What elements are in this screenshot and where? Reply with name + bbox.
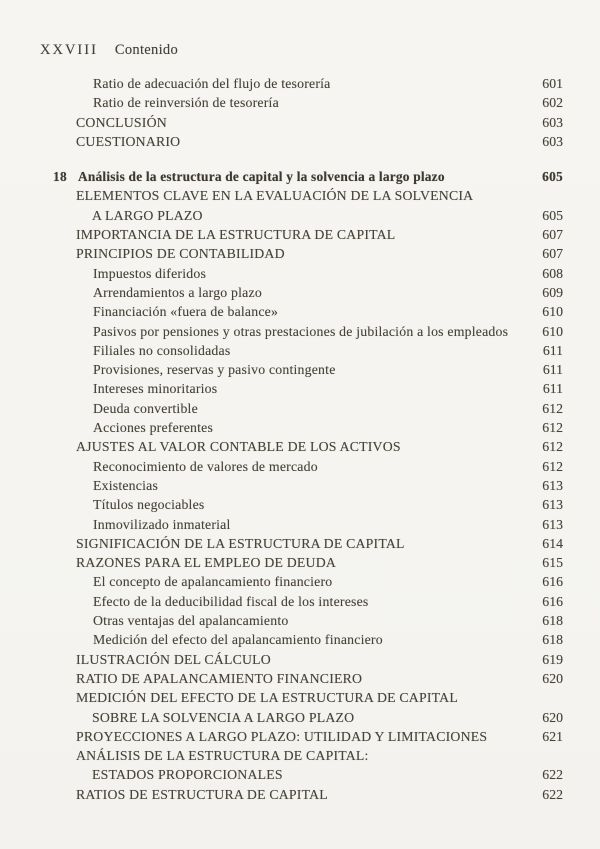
toc-entry [0,225,600,244]
page-folio: XXVIII [40,42,98,58]
toc-entry-title: ILUSTRACIÓN DEL CÁLCULO [76,651,271,667]
toc-entry-title: Efecto de la deducibilidad fiscal de los intereses [93,593,369,609]
toc-entry-title: Ratio de adecuación del flujo de tesorería [93,76,331,91]
toc-entry-page: 615 [542,555,563,571]
toc-entry-page: 614 [542,535,563,551]
toc-entry-page: 611 [542,342,563,358]
toc-entry [0,457,600,476]
toc-entry-title: Ratio de reinversión de tesorería [93,95,279,111]
running-header [40,42,178,59]
toc-entry [0,495,600,514]
toc-entry [0,765,600,784]
toc-entry-title: Inmovilizado inmaterial [93,516,231,532]
toc-entry [0,379,600,398]
toc-entry [0,341,600,360]
toc-entry-title: SOBRE LA SOLVENCIA A LARGO PLAZO [92,709,355,725]
toc-entry-title: PROYECCIONES A LARGO PLAZO: UTILIDAD Y LIMITACIONES [76,728,488,744]
toc-entry-page: 607 [542,227,563,243]
toc-entry [0,93,600,112]
header-title: Contenido [114,42,179,58]
toc-entry [0,572,600,591]
toc-entry-page: 603 [542,133,563,149]
toc-entry [0,785,600,804]
toc-entry [0,650,600,669]
toc-entry-page: 610 [542,323,563,339]
toc-entry [0,669,600,688]
toc-entry-title: Medición del efecto del apalancamiento financiero [93,632,383,648]
toc-entry-title: Intereses minoritarios [93,381,218,397]
toc-entry-page: 610 [542,304,563,320]
toc-entry [0,302,600,321]
toc-entry-page: 608 [542,265,563,281]
toc-entry-page: 611 [542,381,563,397]
toc-entry-page: 622 [542,786,563,802]
toc-entry [0,727,600,746]
toc-entry-page: 609 [542,284,563,300]
toc-entry [0,746,600,765]
toc-entry [0,264,600,283]
toc-entry [0,74,600,93]
toc-entry [0,399,600,418]
table-of-contents [0,74,600,804]
toc-entry-page: 601 [542,76,563,91]
toc-entry-title: AJUSTES AL VALOR CONTABLE DE LOS ACTIVOS [76,439,401,455]
toc-entry-title: Análisis de la estructura de capital y la solvencia a largo plazo [78,169,445,185]
toc-entry-page: 622 [542,767,563,783]
toc-entry-page: 621 [542,728,563,744]
toc-entry [0,206,600,225]
toc-entry [0,437,600,456]
toc-entry [0,592,600,611]
toc-entry-page: 603 [542,114,563,130]
toc-entry [0,630,600,649]
chapter-number: 18 [53,169,67,185]
toc-entry-title: Otras ventajas del apalancamiento [93,613,289,629]
toc-entry-page: 612 [542,458,563,474]
toc-entry [0,283,600,302]
toc-entry-title: El concepto de apalancamiento financiero [93,574,333,590]
toc-entry-title: ESTADOS PROPORCIONALES [92,767,283,783]
toc-entry-title: Financiación «fuera de balance» [93,304,279,320]
toc-entry-title: Títulos negociables [93,497,205,513]
toc-entry-title: RATIOS DE ESTRUCTURA DE CAPITAL [76,786,328,802]
toc-entry-page: 616 [542,574,563,590]
toc-entry-title: Arrendamientos a largo plazo [93,284,262,300]
toc-entry-title: PRINCIPIOS DE CONTABILIDAD [76,246,285,262]
toc-entry-page: 607 [542,246,563,262]
toc-entry-title: A LARGO PLAZO [92,207,203,223]
toc-entry-page: 605 [542,169,563,185]
toc-entry-title: Existencias [93,477,159,493]
toc-entry-title: CUESTIONARIO [76,133,181,149]
toc-entry-title: ELEMENTOS CLAVE EN LA EVALUACIÓN DE LA SOLVENCIA [76,188,474,204]
toc-entry-page: 612 [542,420,563,436]
toc-entry [0,611,600,630]
toc-entry [0,186,600,205]
toc-entry [0,534,600,553]
toc-entry-title: Deuda convertible [93,400,198,416]
toc-entry [0,708,600,727]
toc-entry-page: 612 [542,439,563,455]
toc-entry-title: ANÁLISIS DE LA ESTRUCTURA DE CAPITAL: [76,748,369,764]
toc-entry [0,244,600,263]
toc-entry-title: Provisiones, reservas y pasivo contingente [93,362,336,378]
toc-entry [0,688,600,707]
toc-entry-title: Acciones preferentes [93,420,214,436]
toc-entry-page: 612 [542,400,563,416]
toc-entry-title: IMPORTANCIA DE LA ESTRUCTURA DE CAPITAL [76,227,396,243]
toc-entry-title: RATIO DE APALANCAMIENTO FINANCIERO [76,670,363,686]
toc-entry-page: 620 [542,709,563,725]
toc-entry-title: Filiales no consolidadas [93,342,231,358]
toc-entry-title: SIGNIFICACIÓN DE LA ESTRUCTURA DE CAPITAL [76,535,405,551]
toc-entry-title: MEDICIÓN DEL EFECTO DE LA ESTRUCTURA DE CAPITAL [76,690,458,706]
toc-entry-title: Pasivos por pensiones y otras prestaciones de jubilación a los empleados [93,323,509,339]
toc-entry-page: 613 [542,497,563,513]
toc-entry-page: 613 [542,477,563,493]
toc-entry-page: 618 [542,613,563,629]
toc-entry-page: 602 [542,95,563,111]
toc-entry [0,418,600,437]
toc-entry [0,322,600,341]
toc-entry-page: 611 [542,362,563,378]
toc-entry [0,515,600,534]
toc-entry [0,167,600,186]
toc-entry-page: 620 [542,670,563,686]
toc-entry-page: 618 [542,632,563,648]
toc-entry-page: 613 [542,516,563,532]
toc-entry [0,476,600,495]
toc-entry-title: CONCLUSIÓN [76,114,167,130]
toc-entry [0,553,600,572]
toc-entry-title: Impuestos diferidos [93,265,207,281]
toc-entry-page: 605 [542,207,563,223]
toc-entry-page: 616 [542,593,563,609]
toc-entry-title: RAZONES PARA EL EMPLEO DE DEUDA [76,555,337,571]
toc-entry [0,132,600,151]
toc-entry [0,360,600,379]
toc-entry-title: Reconocimiento de valores de mercado [93,458,318,474]
toc-entry [0,113,600,132]
toc-entry-page: 619 [542,651,563,667]
